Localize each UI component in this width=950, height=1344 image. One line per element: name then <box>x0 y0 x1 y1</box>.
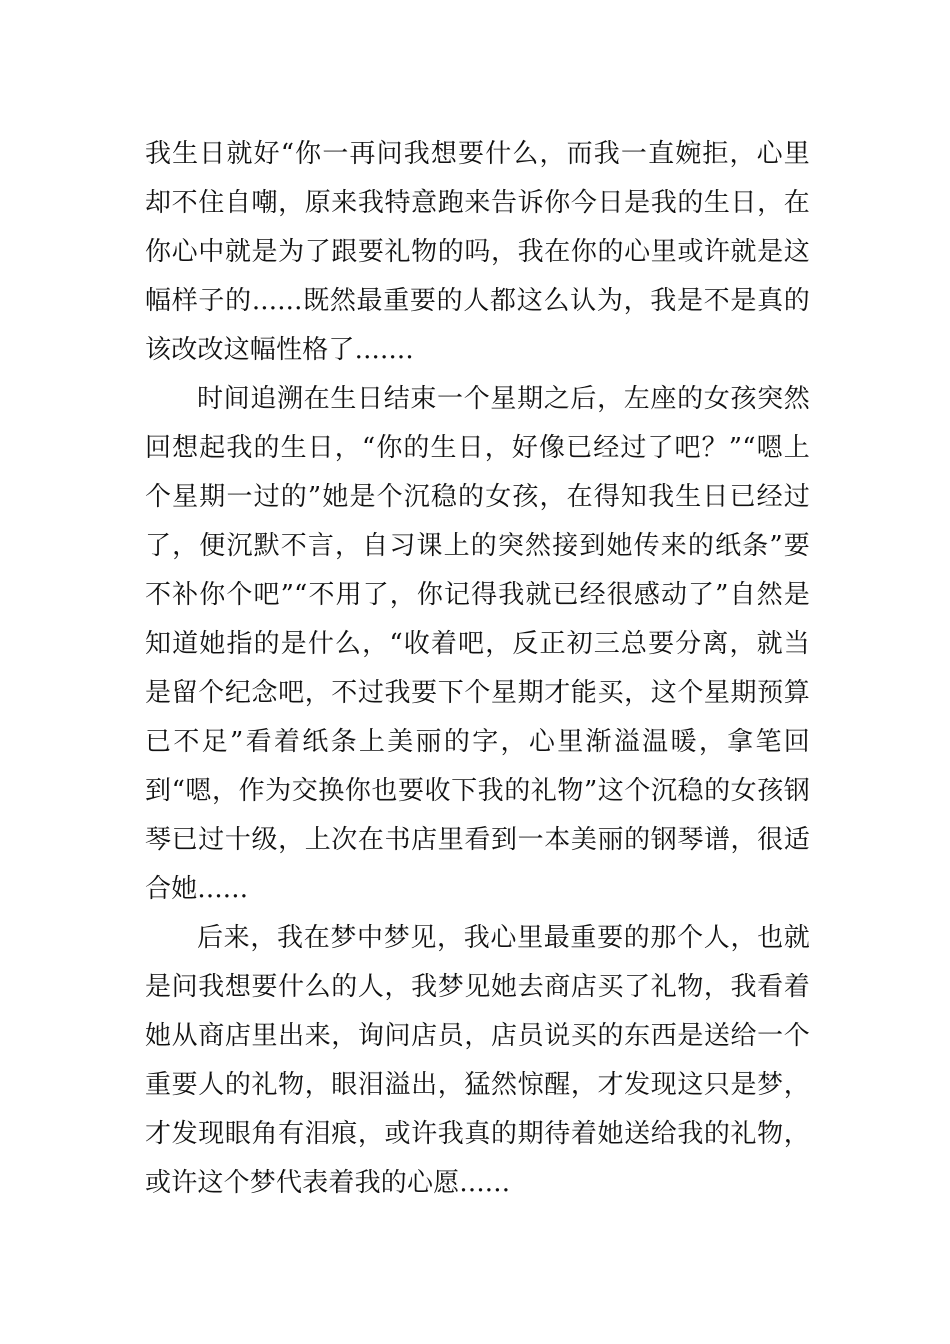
paragraph-1: 我生日就好“你一再问我想要什么，而我一直婉拒，心里却不住自嘲，原来我特意跑来告诉你今日是我的生日，在你心中就是为了跟要礼物的吗，我在你的心里或许就是这幅样子的......既然最重要的人都这么认为，我是不是真的该改改这幅性格了....... <box>145 139 810 365</box>
document-body <box>145 130 810 1208</box>
paragraph-3: 后来，我在梦中梦见，我心里最重要的那个人，也就是问我想要什么的人，我梦见她去商店买了礼物，我看着她从商店里出来，询问店员，店员说买的东西是送给一个重要人的礼物，眼泪溢出，猛然惊醒，才发现这只是梦，才发现眼角有泪痕，或许我真的期待着她送给我的礼物，或许这个梦代表着我的心愿...... <box>145 923 810 1198</box>
paragraph-2: 时间追溯在生日结束一个星期之后，左座的女孩突然回想起我的生日，“你的生日，好像已经过了吧？”“嗯上个星期一过的”她是个沉稳的女孩，在得知我生日已经过了，便沉默不言，自习课上的突然接到她传来的纸条”要不补你个吧”“不用了，你记得我就已经很感动了”自然是知道她指的是什么，“收着吧，反正初三总要分离，就当是留个纪念吧，不过我要下个星期才能买，这个星期预算已不足”看着纸条上美丽的字，心里渐溢温暖，拿笔回到“嗯，作为交换你也要收下我的礼物”这个沉稳的女孩钢琴已过十级，上次在书店里看到一本美丽的钢琴谱，很适合她...... <box>145 384 810 904</box>
